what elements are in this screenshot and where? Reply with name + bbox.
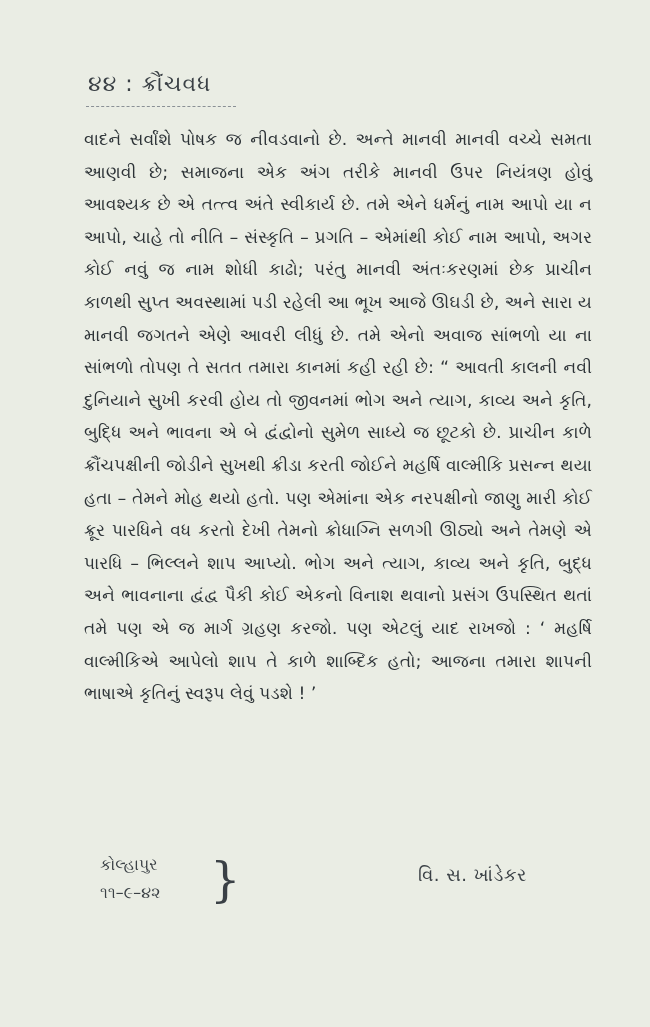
paragraph: વાદને સર્વાંશે પોષક જ નીવડવાનો છે. અન્તે માનવી માનવી વચ્ચે સમતા આણવી છે; સમાજના એક અંગ તરીકે માનવી ઉપર નિયંત્રણ હોવું આવશ્યક છે એ તત્ત્વ અંતે સ્વીકાર્ય છે. તમે એને ધર્મનું નામ આપો યા ન આપો, ચાહે તો નીતિ – સંસ્કૃતિ – પ્રગતિ – એમાંથી કોઈ નામ આપો, અગર કોઈ નવું જ નામ શોધી કાઢો; પરંતુ માનવી અંતઃકરણમાં છેક પ્રાચીન કાળથી સુપ્ત અવસ્થામાં પડી રહેલી આ ભૂખ આજે ઊઘડી છે, અને સારા ય માનવી જગતને એણે આવરી લીધું છે. તમે એનો અવાજ સાંભળો યા ના સાંભળો તોપણ તે સતત તમારા કાનમાં કહી રહી છે: “ આવતી કાલની નવી દુનિયાને સુખી કરવી હોય તો જીવનમાં ભોગ અને ત્યાગ, કાવ્ય અને કૃતિ, બુદ્ધિ અને ભાવના એ બે દ્વંદ્વોનો સુમેળ સાધ્યે જ છૂટકો છે. પ્રાચીન કાળે ક્રૌંચપક્ષીની જોડીને સુખથી ક્રીડા કરતી જોઈને મહર્ષિ વાલ્મીકિ પ્રસન્ન થયા હતા – તેમને મોહ થયો હતો. પણ એમાંના એક નરપક્ષીનો જાણુ મારી કોઈ ક્રૂર પારધિને વધ કરતો દેખી તેમનો ક્રોધાગ્નિ સળગી ઊઠ્યો અને તેમણે એ પારધિ – ભિલ્લને શાપ આપ્યો. ભોગ અને ત્યાગ, કાવ્ય અને કૃતિ, બુદ્ધ અને ભાવનાના દ્વંદ્વ પૈકી કોઈ એકનો વિનાશ થવાનો પ્રસંગ ઉપસ્થિત થતાં તમે પણ એ જ માર્ગ ગ્રહણ કરજો. પણ એટલું યાદ રાખજો : ‘ મહર્ષિ વાલ્મીકિએ આપેલો શાપ તે કાળે શાબ્દિક હતો; આજના તમારા શાપની ભાષાએ કૃતિનું સ્વરૂપ લેવું પડશે ! ’ [84, 130, 592, 705]
date-text: ૧૧–૯–૪૨ [100, 883, 161, 902]
header-underline [86, 106, 236, 107]
place-text: કોલ્હાપુર [100, 855, 158, 874]
place-date-block [100, 851, 160, 907]
brace-glyph: } [210, 852, 241, 908]
author-name: વિ. સ. ખાંડેકર [418, 865, 527, 886]
body-text [84, 124, 592, 711]
running-header: ૪૪ : ક્રૌંચવધ [88, 72, 212, 97]
